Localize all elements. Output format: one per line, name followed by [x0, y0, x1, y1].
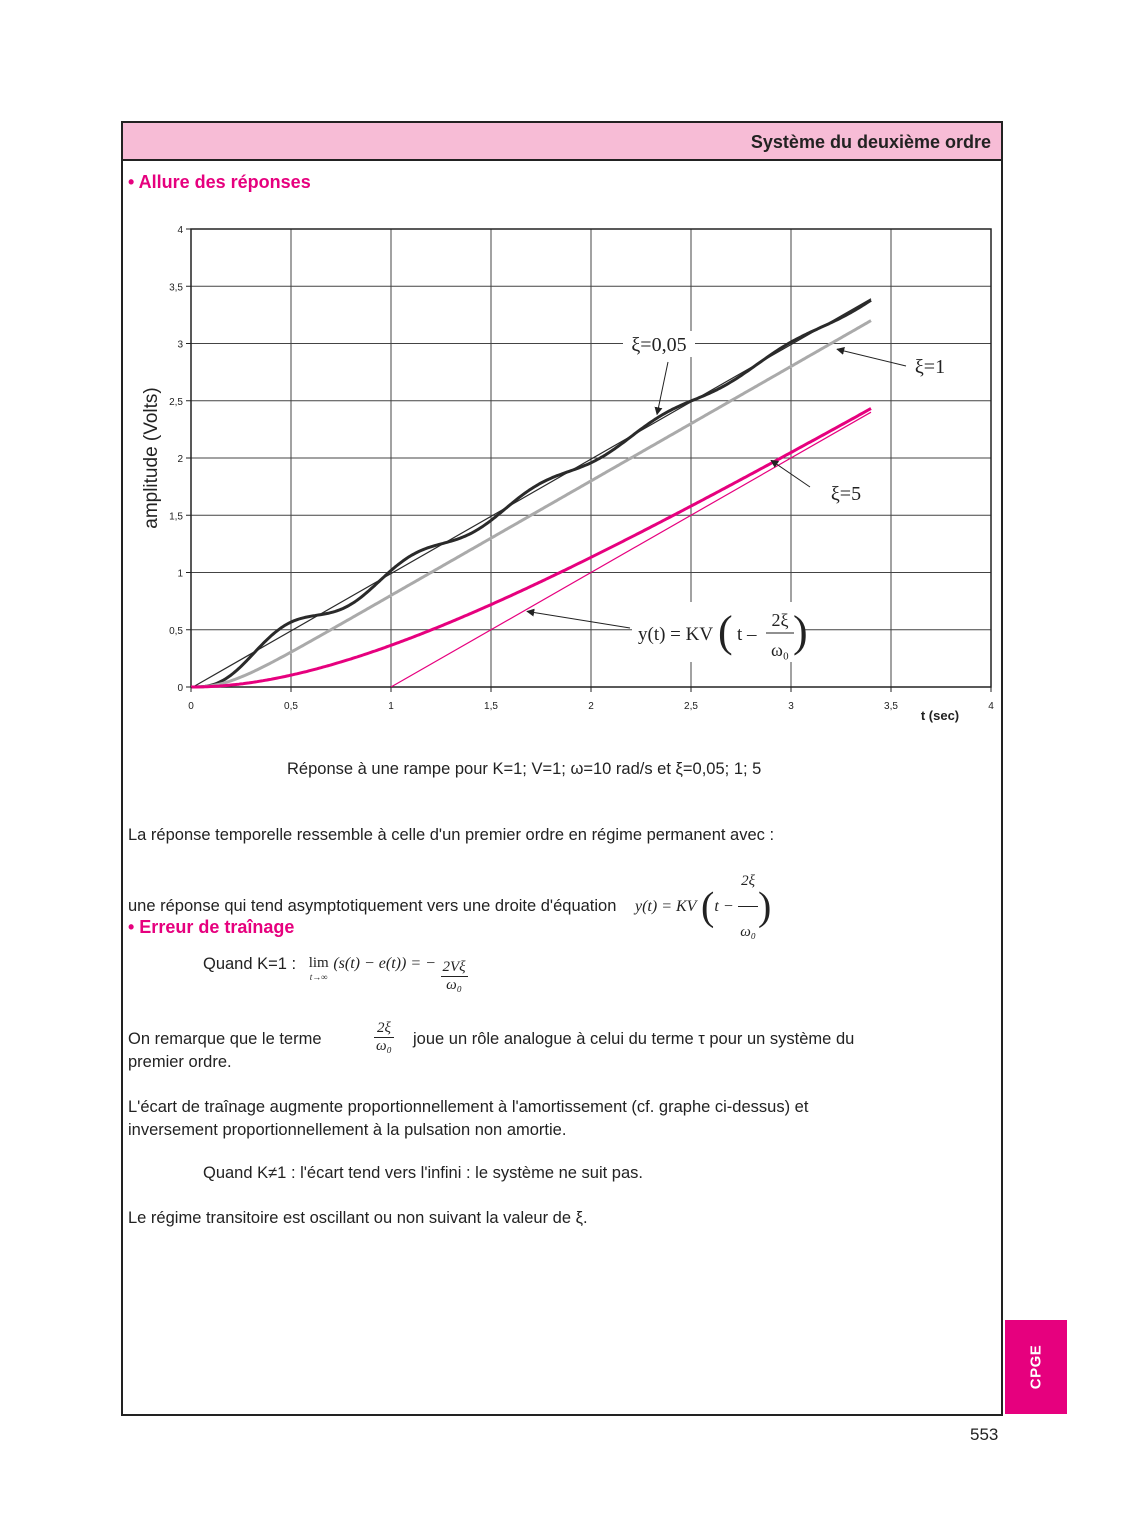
annotation-label: ξ=1: [914, 356, 946, 378]
x-tick-label: 3,5: [884, 701, 898, 712]
side-tab-label: CPGE: [1027, 1344, 1045, 1390]
y-tick-label: 2: [177, 454, 183, 465]
term-den: ω₀: [376, 1038, 392, 1054]
paragraph-3-a: On remarque que le terme: [128, 1030, 322, 1048]
paren-right: ): [758, 883, 772, 929]
y-tick-label: 0: [177, 683, 183, 694]
grid-layer: [191, 229, 991, 687]
limit-line: [203, 955, 468, 994]
annotation-formula-num: 2ξ: [771, 610, 789, 630]
asymptote-eq-t: t −: [714, 897, 734, 915]
annotation-formula-t: t –: [737, 624, 757, 645]
paragraph-2: [128, 856, 771, 957]
x-tick-label: 4: [988, 701, 994, 712]
annotation-arrow: [527, 611, 630, 628]
paren-right: ): [793, 607, 808, 656]
lim-text: lim: [308, 955, 329, 971]
x-tick-label: 2: [588, 701, 594, 712]
annotation-label: ξ=0,05: [631, 334, 687, 356]
term-fraction-inner: [374, 1020, 394, 1055]
section-title-responses: • Allure des réponses: [128, 172, 311, 192]
chart: [0, 0, 1125, 760]
paragraph-3-b: joue un rôle analogue à celui du terme τ pour un système du: [413, 1030, 855, 1048]
paren-left: (: [718, 607, 733, 656]
quand-k1-label: Quand K=1 :: [203, 955, 297, 973]
y-tick-label: 4: [177, 225, 183, 236]
y-tick-label: 2,5: [169, 396, 183, 408]
ticks-layer: [169, 225, 994, 712]
y-tick-label: 1: [177, 568, 183, 580]
x-tick-label: 0: [188, 701, 194, 712]
x-tick-label: 2,5: [684, 701, 698, 712]
y-tick-label: 0,5: [169, 625, 183, 637]
limit-expression: (s(t) − e(t)) = −: [333, 955, 436, 972]
paren-left: (: [701, 883, 715, 929]
paragraph-2-text: une réponse qui tend asymptotiquement vers une droite d'équation: [128, 896, 617, 915]
limit-fraction: [441, 959, 468, 994]
asymptote-eq-lhs: y(t) = KV: [635, 897, 697, 915]
term-num: 2ξ: [374, 1020, 394, 1038]
annotation-arrow: [837, 349, 906, 366]
x-tick-label: 1: [388, 701, 394, 712]
paragraph-1: La réponse temporelle ressemble à celle d'un premier ordre en régime permanent avec :: [128, 826, 775, 844]
paragraph-4-b: inversement proportionnellement à la pulsation non amortie.: [128, 1121, 567, 1139]
limit-den: ω₀: [446, 977, 462, 993]
x-tick-label: 0,5: [284, 701, 298, 712]
x-tick-label: 3: [788, 701, 794, 712]
y-tick-label: 1,5: [169, 511, 183, 523]
side-tab: [1005, 1320, 1067, 1414]
asymptote-eq-den: ω₀: [740, 924, 757, 940]
lim-subscript: t→∞: [309, 972, 328, 982]
section-title-tracking-error: • Erreur de traînage: [128, 917, 295, 937]
annotation-arrow: [657, 362, 668, 414]
annotation-formula-lhs: y(t) = KV: [638, 624, 714, 645]
limit-num: 2Vξ: [442, 959, 466, 975]
header-title: Système du deuxième ordre: [750, 132, 991, 152]
annotation-formula-den: ω₀: [770, 640, 790, 660]
x-axis-label: t (sec): [920, 708, 960, 723]
paragraph-6: Le régime transitoire est oscillant ou non suivant la valeur de ξ.: [128, 1209, 588, 1227]
paragraph-3-c: premier ordre.: [128, 1053, 232, 1071]
paragraph-4-a: L'écart de traînage augmente proportionnellement à l'amortissement (cf. graphe ci-dessus) et: [128, 1098, 809, 1116]
y-tick-label: 3: [177, 339, 183, 351]
x-tick-label: 1,5: [484, 701, 498, 712]
term-fraction: [374, 1020, 394, 1055]
chart-caption: Réponse à une rampe pour K=1; V=1; ω=10 rad/s et ξ=0,05; 1; 5: [287, 760, 762, 778]
y-tick-label: 3,5: [169, 282, 183, 294]
annotation-label: ξ=5: [830, 483, 862, 505]
page-number: 553: [970, 1425, 999, 1444]
paragraph-5: Quand K≠1 : l'écart tend vers l'infini : le système ne suit pas.: [203, 1164, 643, 1182]
annotation-asymptote-formula: [632, 602, 808, 662]
asymptote-eq-fraction: [738, 856, 758, 957]
asymptote-eq-num: 2ξ: [738, 856, 758, 907]
y-axis-label: amplitude (Volts): [141, 387, 162, 529]
lim-operator: [309, 955, 329, 982]
